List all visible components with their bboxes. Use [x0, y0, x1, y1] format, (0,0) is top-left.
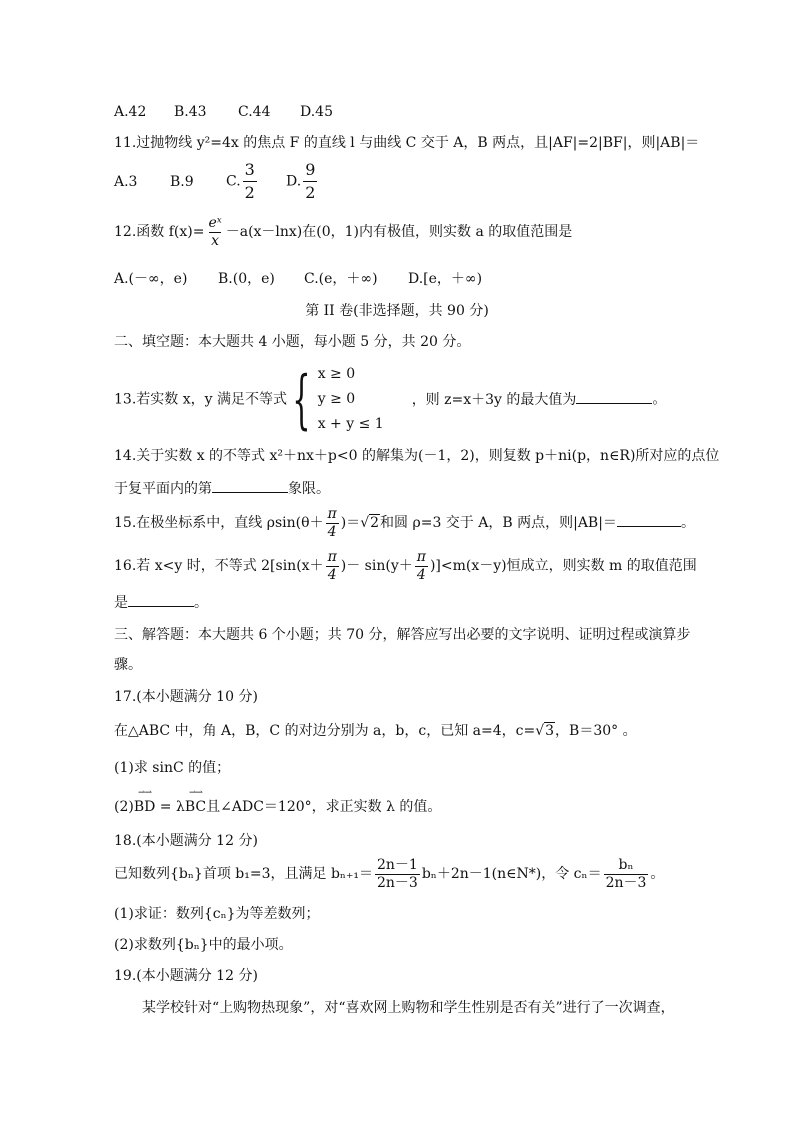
condition: y ≥ 0 [317, 391, 356, 407]
numerator: 3 [244, 160, 255, 179]
q11-options [114, 160, 319, 203]
q12-tail: －a(x－lnx)在(0，1)内有极值，则实数 a 的取值范围是 [225, 224, 573, 240]
q15-mid: )＝ [340, 515, 361, 531]
option-d-label: D. [286, 173, 302, 190]
section3-heading-cont: 骤。 [114, 657, 142, 673]
vector-arrow-icon: ⇀⇀ [138, 788, 152, 798]
q17-part2-eq: = λ [155, 799, 185, 815]
answer-blank [212, 492, 288, 493]
q18-stem-end: 。 [650, 866, 665, 882]
denominator: 4 [327, 566, 337, 583]
square-root: √2 [360, 515, 380, 531]
option-b: B.9 [170, 173, 194, 190]
q18-part2: (2)求数列{bₙ}中的最小项。 [114, 937, 293, 953]
option-c [226, 160, 286, 203]
option-d [286, 160, 319, 203]
vector-bc [184, 788, 207, 816]
q17-stem [114, 722, 637, 740]
fraction [375, 858, 420, 891]
numerator: π [416, 548, 426, 565]
q18-part1: (1)求证：数列{cₙ}为等差数列； [114, 906, 320, 922]
option-a: A.3 [114, 173, 138, 190]
numerator: 9 [305, 160, 316, 179]
q16-line2 [114, 594, 208, 612]
section2-heading: 二、填空题：本大题共 4 小题，每小题 5 分，共 20 分。 [114, 334, 471, 350]
section3-heading: 三、解答题：本大题共 6 个小题；共 70 分，解答应写出必要的文字说明、证明过程或演算步 [114, 627, 691, 643]
condition-lines [318, 362, 384, 437]
numerator: π [327, 548, 337, 565]
fraction [303, 160, 317, 203]
q19-stem: 某学校针对“上购物热现象”，对“喜欢网上购物和学生性别是否有关”进行了一次调查， [142, 1000, 675, 1016]
fraction [326, 550, 339, 583]
fraction [243, 160, 257, 203]
q18-stem-mid: bₙ＋2n－1(n∈N*)，令 cₙ＝ [421, 866, 602, 882]
condition: x ≥ 0 [317, 366, 356, 382]
q11-stem: 11.过抛物线 y²=4x 的焦点 F 的直线 l 与曲线 C 交于 A，B 两点，且|AF|=2|BF|，则|AB|＝ [114, 135, 700, 151]
q17-title: 17.(本小题满分 10 分) [114, 689, 258, 705]
fraction [604, 858, 649, 891]
q13-end: 。 [652, 391, 667, 408]
option-a: A.(－∞，e) [114, 271, 188, 287]
denominator: 4 [327, 523, 337, 540]
fraction [415, 550, 428, 583]
vector-label: BD [133, 799, 156, 815]
q17-part1: (1)求 sinC 的值； [114, 760, 231, 776]
answer-blank [576, 403, 652, 404]
option-d: D.[e，＋∞) [408, 271, 483, 287]
q14-line2 [114, 480, 330, 498]
q13-lead: 13.若实数 x，y 满足不等式 [114, 391, 287, 408]
denominator: 2n－3 [605, 874, 647, 891]
square-root: √3 [535, 723, 555, 739]
fraction [326, 507, 339, 540]
part2-title: 第 II 卷(非选择题，共 90 分) [305, 303, 489, 319]
denominator: 2 [305, 183, 316, 202]
option-a: A.42 [114, 104, 147, 120]
q16-line2-end: 。 [194, 595, 208, 611]
option-c: C.44 [238, 104, 271, 120]
q14-line1: 14.关于实数 x 的不等式 x²＋nx＋p<0 的解集为(－1，2)，则复数 p＋ni(p，n∈R)所对应的点位 [114, 448, 720, 464]
q13-tail: ，则 z=x＋3y 的最大值为 [411, 391, 577, 408]
q12-options [114, 270, 482, 288]
q14-line2-lead: 于复平面内的第 [114, 481, 212, 497]
q19-title: 19.(本小题满分 12 分) [114, 968, 258, 984]
numerator: bₙ [618, 856, 634, 873]
option-b: B.(0，e) [218, 271, 275, 287]
vector-arrow-icon: ⇀⇀ [188, 788, 203, 798]
inequality-system [287, 362, 384, 437]
numerator: π [327, 505, 337, 522]
q17-part2-lead: (2) [114, 799, 134, 815]
q16-lead: 16.若 x<y 时，不等式 2[sin(x＋ [114, 558, 324, 574]
q15-stem [114, 503, 695, 543]
answer-blank [128, 606, 194, 607]
answer-blank [617, 526, 681, 527]
radicand: 3 [545, 723, 555, 739]
q15-end: 。 [680, 515, 695, 531]
option-d: D.45 [300, 104, 333, 120]
denominator: x [211, 232, 220, 249]
left-brace: { [292, 362, 311, 437]
radicand: 2 [370, 515, 380, 531]
denominator: 4 [416, 566, 426, 583]
vector-bd [133, 788, 156, 816]
q18-title: 18.(本小题满分 12 分) [114, 833, 258, 849]
numerator: 2n－1 [376, 856, 418, 873]
q16-line2-lead: 是 [114, 595, 128, 611]
q17-part2-tail: 且∠ADC＝120°，求正实数 λ 的值。 [206, 799, 442, 815]
q18-stem [114, 854, 664, 894]
q16-tail: )]<m(x－y)恒成立，则实数 m 的取值范围 [429, 558, 697, 574]
q15-mid: 和圆 ρ=3 交于 A，B 两点，则|AB|＝ [380, 515, 617, 531]
q17-part2 [114, 788, 442, 816]
q12-stem [114, 212, 572, 252]
option-b: B.43 [174, 104, 207, 120]
option-c-label: C. [226, 173, 241, 190]
q10-options [114, 103, 333, 121]
q13-stem [114, 362, 666, 437]
condition: x + y ≤ 1 [317, 416, 384, 432]
q16-mid: )－ sin(y＋ [340, 558, 413, 574]
q17-stem-tail: ，B＝30° 。 [555, 723, 637, 739]
denominator: 2n－3 [376, 874, 418, 891]
option-c: C.(e，＋∞) [304, 271, 378, 287]
q16-stem [114, 546, 697, 586]
q12-lead: 12.函数 f(x)= [114, 224, 205, 240]
denominator: 2 [244, 183, 255, 202]
vector-label: BC [184, 799, 207, 815]
q14-line2-tail: 象限。 [288, 481, 330, 497]
q18-stem-lead: 已知数列{bₙ}首项 b₁=3，且满足 bₙ₊₁＝ [114, 866, 373, 882]
q15-lead: 15.在极坐标系中，直线 ρsin(θ＋ [114, 515, 324, 531]
fraction [206, 216, 223, 249]
q17-stem-lead: 在△ABC 中，角 A，B，C 的对边分别为 a，b，c，已知 a=4，c= [114, 723, 536, 739]
numerator: eˣ [208, 214, 222, 231]
